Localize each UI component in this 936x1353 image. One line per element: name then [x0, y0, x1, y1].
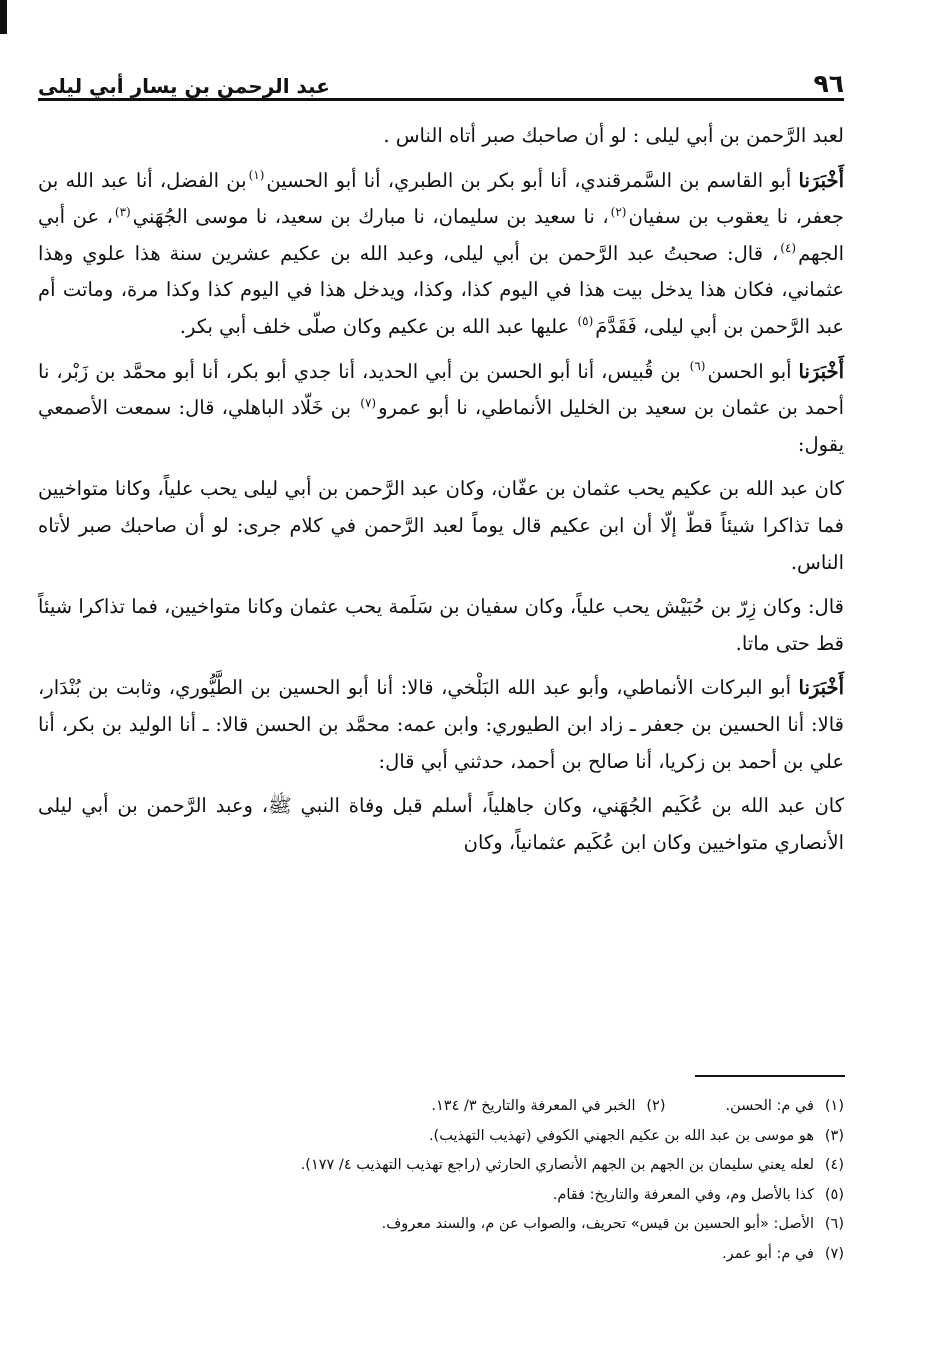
footnote-text: لعله يعني سليمان بن الجهم بن الجهم الأنصاري الحارثي (راجع تهذيب التهذيب ٤/ ١٧٧).: [300, 1157, 814, 1173]
paragraph-text: أبو الحسن: [707, 359, 799, 383]
akhbarana-keyword: أَخْبَرَنا: [798, 168, 844, 192]
footnote-number: (١): [824, 1098, 844, 1114]
footnote-row: [120, 1181, 844, 1211]
body-paragraph: [38, 670, 844, 780]
footnote-item: [301, 1151, 844, 1181]
footnote-text: الخبر في المعرفة والتاريخ ٣/ ١٣٤.: [431, 1098, 636, 1114]
footnote-reference: (٥): [577, 314, 594, 329]
paragraph-text: عليها عبد الله بن عكيم وكان صلّى خلف أبي بكر.: [179, 314, 576, 338]
paragraph-text: بن الفضل، أنا عبد الله بن جعفر، نا يعقوب بن سفيان: [38, 168, 844, 229]
footnote-reference: (٤): [780, 241, 797, 256]
body-paragraph: [38, 471, 844, 581]
footnote-number: (٧): [824, 1245, 844, 1262]
footnote-row: [120, 1092, 844, 1122]
footnote-row: [120, 1210, 844, 1240]
footnote-text: في م: الحسن.: [725, 1098, 814, 1114]
footnote-row: [120, 1240, 844, 1270]
paragraph-text: لعبد الرَّحمن بن أبي ليلى : لو أن صاحبك صبر أتاه الناس .: [383, 124, 844, 147]
footnote-number: (٣): [824, 1127, 844, 1144]
footnote-number: (٢): [646, 1098, 666, 1114]
footnote-text: هو موسى بن عبد الله بن عكيم الجهني الكوفي (تهذيب التهذيب).: [428, 1127, 814, 1144]
footnote-text: في م: أبو عمر.: [722, 1245, 814, 1262]
footnote-item: [429, 1122, 844, 1152]
footnote-item: [553, 1181, 844, 1211]
body-paragraph: [38, 354, 844, 464]
akhbarana-keyword: أَخْبَرَنا: [798, 676, 844, 700]
body-paragraph: [38, 163, 844, 346]
footnotes: [120, 1092, 844, 1269]
running-title: عبد الرحمن بن يسار أبي ليلى: [38, 74, 330, 98]
body-paragraph: [38, 788, 844, 861]
paragraph-text: بن قُبيس، أنا أبو الحسن بن أبي الحديد، أنا جدي أبو بكر، أنا أبو محمَّد بن زَبْر، نا أحمد بن عثمان بن سعيد بن الخليل الأنماطي، نا أبو عمرو: [38, 359, 845, 420]
paragraph-text: كان عبد الله بن عكيم يحب عثمان بن عفّان، وكان عبد الرَّحمن بن أبي ليلى يحب علياً، وكانا متواخيين فما تذاكرا شيئاً قطّ إلّا أن ابن عكيم قال يوماً لعبد الرَّحمن في كلام جرى: لو أن صاحبك صبر لأتاه الناس.: [38, 477, 844, 574]
paragraph-text: ، عن أبي الجهم: [38, 205, 844, 265]
page-edge-mark: [0, 0, 7, 34]
footnote-item: [431, 1092, 665, 1122]
paragraph-text: ، قال: صحبتُ عبد الرَّحمن بن أبي ليلى، وعبد الله بن عكيم عشرين سنة هذا علوي وهذا عثماني، فكان هذا يدخل بيت هذا في اليوم كذا، وكذا، ويدخل هذا في اليوم كذا وكذا مرة، وماتت أم عبد الرَّحمن بن أبي ليلى، فَقَدَّمَ: [38, 241, 844, 338]
paragraph-text: ، نا سعيد بن سليمان، نا مبارك بن سعيد، نا موسى الجُهَني: [132, 205, 609, 229]
paragraph-text: أبو البركات الأنماطي، وأبو عبد الله البَلْخي، قالا: أنا أبو الحسين بن الطَّيُّوري، وثابت بن بُنْدَار، قالا: أنا الحسين بن جعفر ـ زاد ابن الطيوري: وابن عمه: محمَّد بن الحسن قالا: ـ أنا الوليد بن بكر، أنا علي بن أحمد بن زكريا، أنا صالح بن أحمد، حدثني أبي قال:: [38, 676, 844, 773]
footnote-text: كذا بالأصل وم، وفي المعرفة والتاريخ: فقام.: [552, 1186, 814, 1203]
footnote-reference: (٢): [610, 204, 627, 219]
akhbarana-keyword: أَخْبَرَنا: [798, 359, 844, 383]
footnote-number: (٥): [824, 1186, 844, 1203]
footnote-reference: (٧): [360, 395, 377, 410]
paragraph-text: أبو القاسم بن السَّمرقندي، أنا أبو بكر بن الطبري، أنا أبو الحسين: [266, 168, 799, 192]
footnote-reference: (١): [248, 168, 265, 183]
paragraph-text: بن خَلّاد الباهلي، قال: سمعت الأصمعي يقول:: [38, 396, 844, 456]
body-paragraph: [38, 118, 844, 155]
footnote-rule: [695, 1075, 845, 1077]
main-text: [38, 118, 844, 869]
footnote-row: [120, 1122, 844, 1152]
header-rule: [38, 98, 844, 101]
footnote-reference: (٦): [689, 359, 706, 374]
page-number: ٩٦: [813, 69, 844, 98]
footnote-text: الأصل: «أبو الحسين بن قيس» تحريف، والصواب عن م، والسند معروف.: [381, 1216, 814, 1232]
footnote-number: (٤): [824, 1157, 844, 1173]
page-header: [38, 60, 844, 96]
footnote-reference: (٣): [114, 204, 131, 219]
paragraph-text: قال: وكان زِرّ بن حُبَيْش يحب علياً، وكان سفيان بن سَلَمة يحب عثمان وكانا متواخيين، فما تذاكرا شيئاً قط حتى ماتا.: [38, 595, 844, 655]
footnote-item: [726, 1092, 845, 1122]
footnote-item: [722, 1240, 844, 1270]
paragraph-text: كان عبد الله بن عُكَيم الجُهَني، وكان جاهلياً، أسلم قبل وفاة النبي ﷺ، وعبد الرَّحمن بن أبي ليلى الأنصاري متواخيين وكان ابن عُكَيم عثمانياً، وكان: [38, 794, 844, 854]
footnote-row: [120, 1151, 844, 1181]
body-paragraph: [38, 589, 844, 662]
footnote-item: [382, 1210, 844, 1240]
footnote-number: (٦): [824, 1216, 844, 1232]
